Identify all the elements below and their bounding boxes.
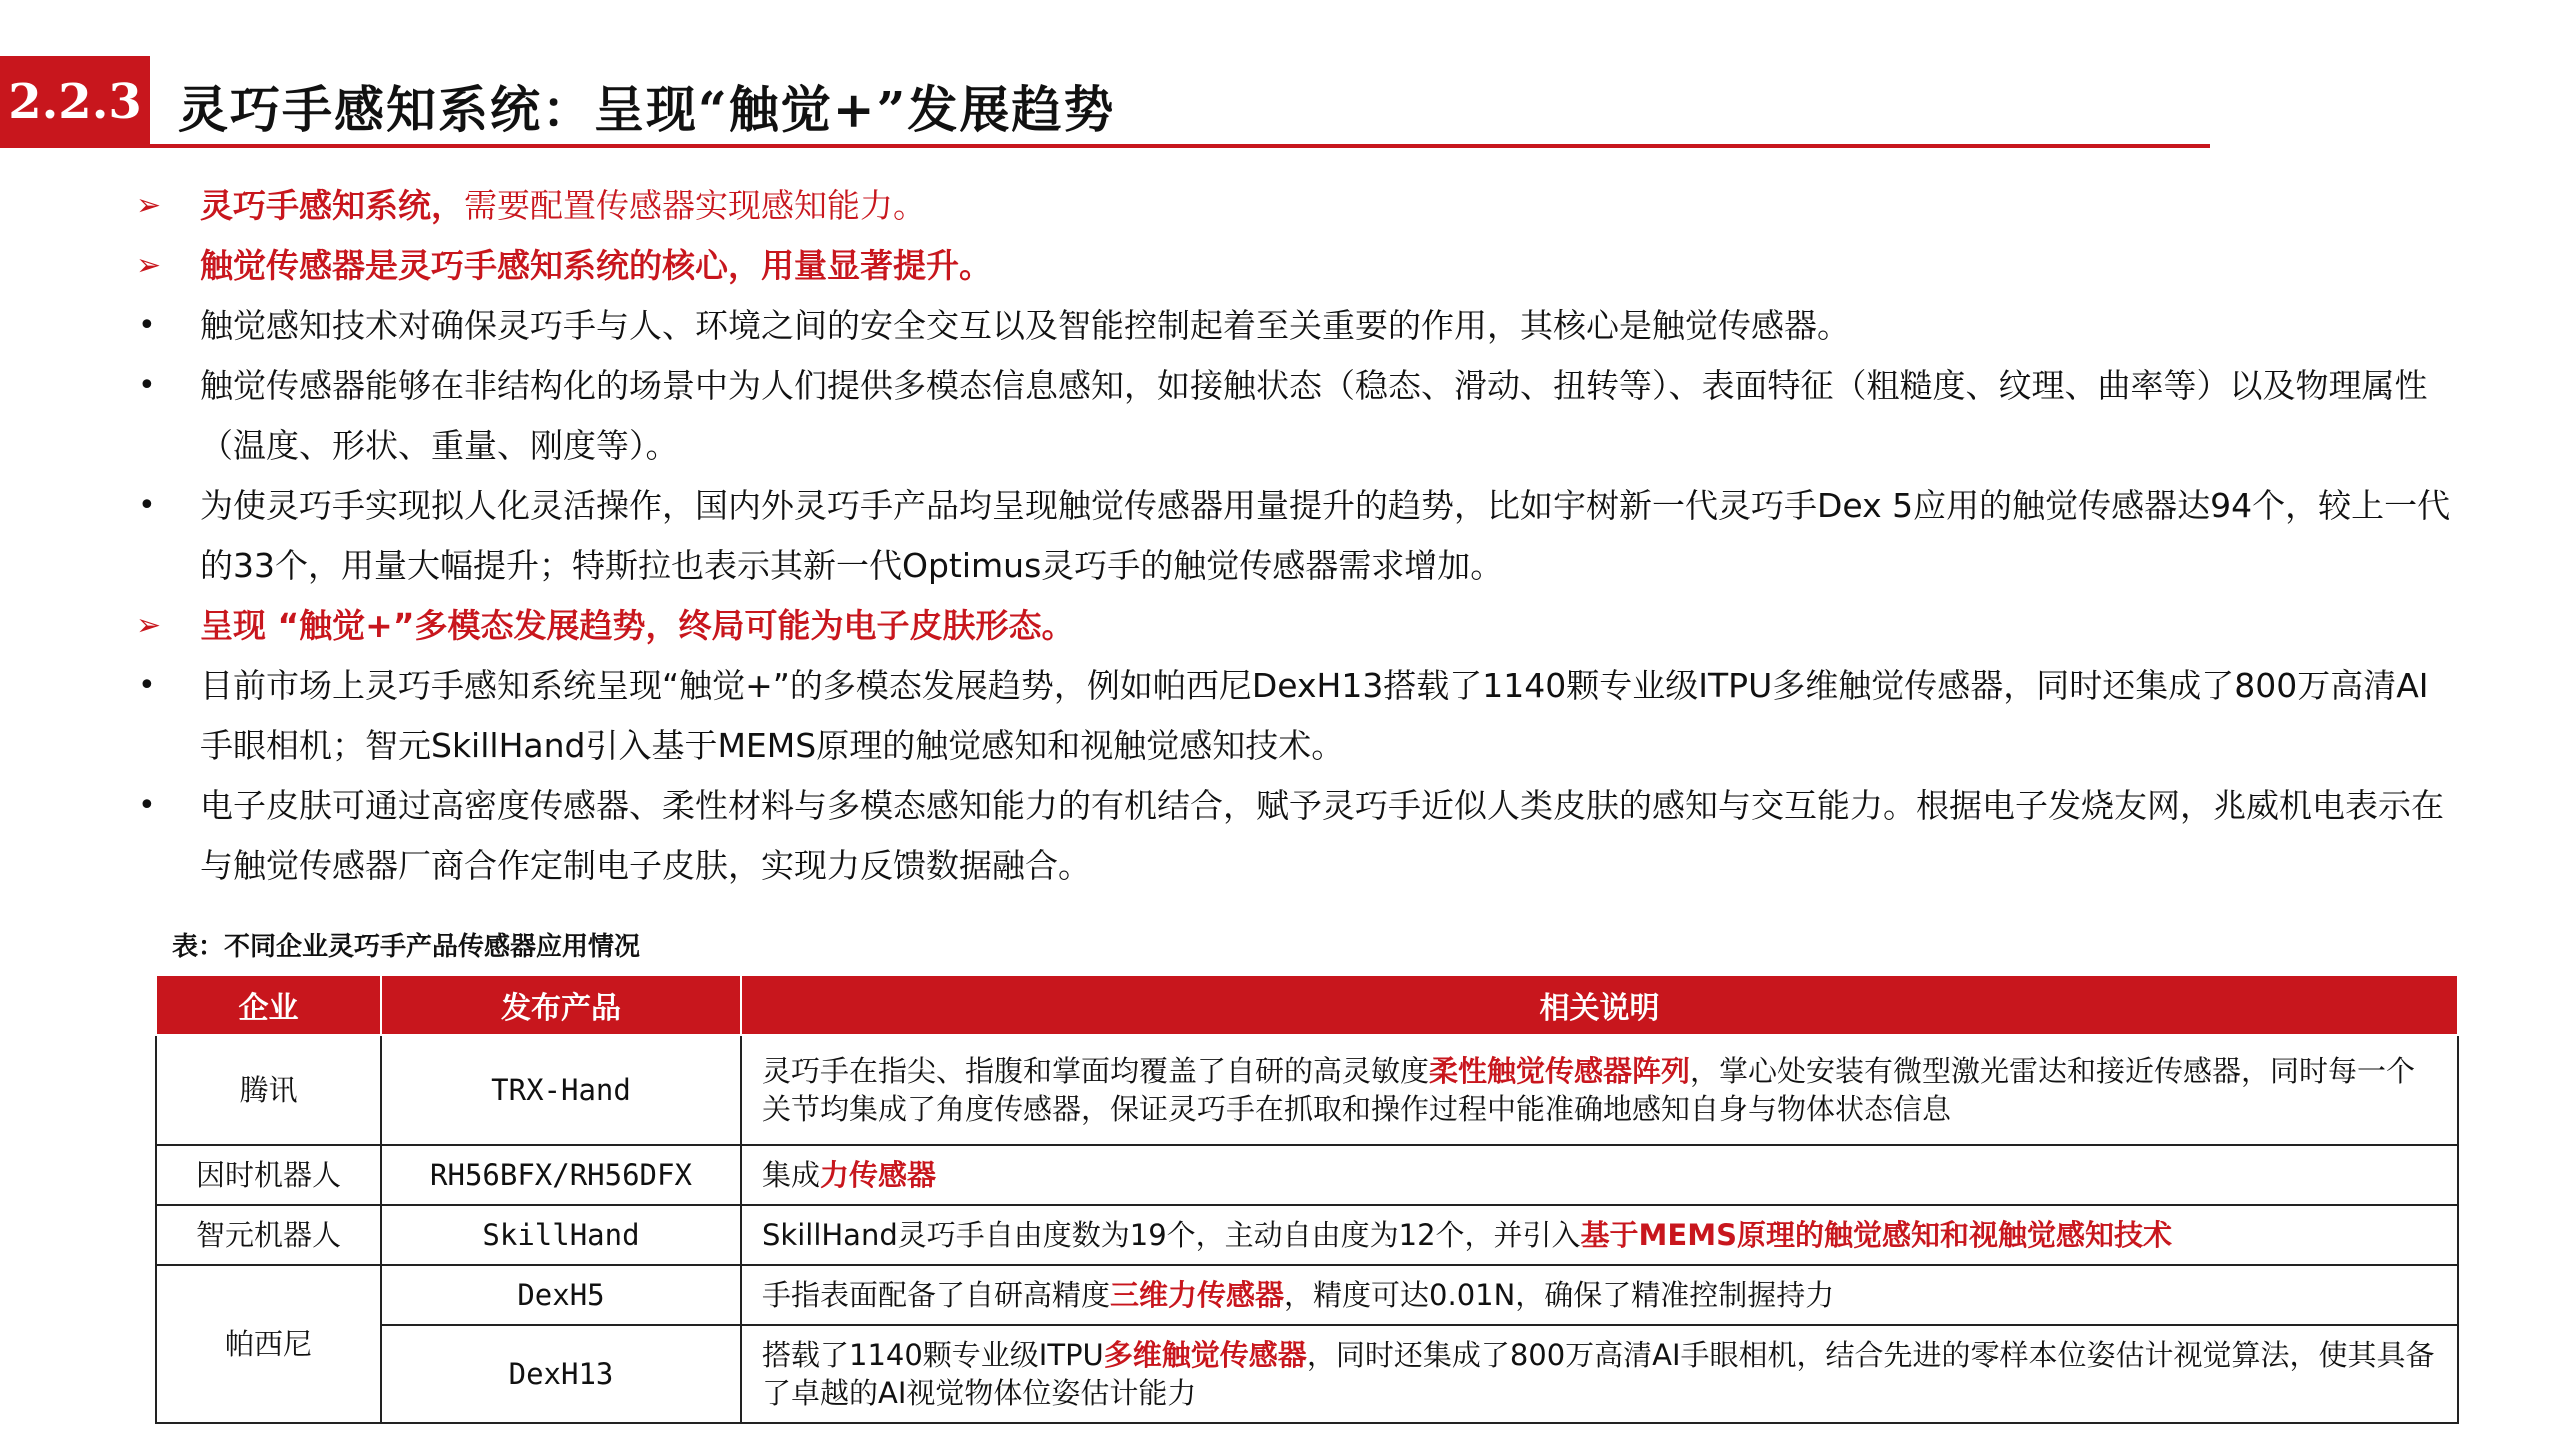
bullet-item [130,596,2460,656]
cell-company: 帕西尼 [156,1265,381,1423]
bullet-item [130,656,2460,776]
desc-text: 手指表面配备了自研高精度 [762,1278,1111,1312]
bullet-bold-text: 灵巧手感知系统， [200,186,464,225]
header-product: 发布产品 [381,975,741,1035]
table-row [156,1265,2458,1325]
desc-text: 灵巧手在指尖、指腹和掌面均覆盖了自研的高灵敏度 [762,1054,1430,1088]
bullet-text: 为使灵巧手实现拟人化灵活操作，国内外灵巧手产品均呈现触觉传感器用量提升的趋势，比如宇树新一代灵巧手Dex 5应用的触觉传感器达94个，较上一代的33个，用量大幅提升；特斯拉也表示其新一代Optimus灵巧手的触觉传感器需求增加。 [200,486,2451,585]
bullet-item [130,236,2460,296]
cell-description [741,1205,2458,1265]
dot-bullet-icon: • [138,668,156,703]
table-header-row [156,975,2458,1035]
dot-bullet-icon: • [138,308,156,343]
header-divider [150,144,2210,148]
dot-bullet-icon: • [138,788,156,823]
arrow-bullet-icon: ➢ [136,248,162,283]
desc-text: 搭载了1140颗专业级ITPU [762,1338,1104,1372]
bullet-item [130,776,2460,896]
desc-text: ，同时还集成了800万高清AI手眼相机，结合先进的零样本位姿估计视觉算法，使其具备了卓越的AI视觉物体位姿估计能力 [762,1338,2435,1410]
sensor-table [155,974,2459,1424]
cell-product: SkillHand [381,1205,741,1265]
table-row [156,1145,2458,1205]
header-description: 相关说明 [741,975,2458,1035]
cell-company: 因时机器人 [156,1145,381,1205]
arrow-bullet-icon: ➢ [136,608,162,643]
desc-highlight: 柔性触觉传感器阵列 [1429,1054,1691,1088]
bullet-item [130,296,2460,356]
bullet-text: 触觉感知技术对确保灵巧手与人、环境之间的安全交互以及智能控制起着至关重要的作用，其核心是触觉传感器。 [200,306,1850,345]
cell-product: DexH5 [381,1265,741,1325]
bullet-bold-text: 呈现 “触觉+”多模态发展趋势，终局可能为电子皮肤形态。 [200,606,1075,645]
cell-product: DexH13 [381,1325,741,1423]
bullet-normal-text: 需要配置传感器实现感知能力。 [464,186,926,225]
dot-bullet-icon: • [138,488,156,523]
table-row [156,1205,2458,1265]
arrow-bullet-icon: ➢ [136,188,162,223]
cell-description [741,1265,2458,1325]
section-number: 2.2.3 [0,56,150,148]
desc-text: SkillHand灵巧手自由度数为19个，主动自由度为12个，并引入 [762,1218,1581,1252]
bullet-bold-text: 触觉传感器是灵巧手感知系统的核心，用量显著提升。 [200,246,992,285]
desc-highlight: 三维力传感器 [1110,1278,1285,1312]
dot-bullet-icon: • [138,368,156,403]
desc-text: ，掌心处安装有微型激光雷达和接近传感器，同时每一个关节均集成了角度传感器，保证灵巧手在抓取和操作过程中能准确地感知自身与物体状态信息 [762,1054,2416,1126]
desc-text: ，精度可达0.01N，确保了精准控制握持力 [1284,1278,1835,1312]
bullet-text: 目前市场上灵巧手感知系统呈现“触觉+”的多模态发展趋势，例如帕西尼DexH13搭载了1140颗专业级ITPU多维触觉传感器，同时还集成了800万高清AI手眼相机；智元SkillHand引入基于MEMS原理的触觉感知和视触觉感知技术。 [200,666,2429,765]
cell-company: 腾讯 [156,1035,381,1145]
cell-description [741,1325,2458,1423]
cell-company: 智元机器人 [156,1205,381,1265]
page-title: 灵巧手感知系统：呈现“触觉+”发展趋势 [178,80,1116,139]
bullet-item [130,476,2460,596]
bullet-item [130,176,2460,236]
bullet-text: 电子皮肤可通过高密度传感器、柔性材料与多模态感知能力的有机结合，赋予灵巧手近似人类皮肤的感知与交互能力。根据电子发烧友网，兆威机电表示在与触觉传感器厂商合作定制电子皮肤，实现力反馈数据融合。 [200,786,2444,885]
table-caption: 表：不同企业灵巧手产品传感器应用情况 [172,932,641,962]
bullet-list [130,176,2460,896]
desc-text: 集成 [762,1158,821,1192]
desc-highlight: 力传感器 [820,1158,937,1192]
desc-highlight: 基于MEMS原理的触觉感知和视触觉感知技术 [1580,1218,2172,1252]
cell-product: TRX-Hand [381,1035,741,1145]
cell-product: RH56BFX/RH56DFX [381,1145,741,1205]
cell-description [741,1145,2458,1205]
table-row [156,1325,2458,1423]
table-row [156,1035,2458,1145]
bullet-text: 触觉传感器能够在非结构化的场景中为人们提供多模态信息感知，如接触状态（稳态、滑动、扭转等）、表面特征（粗糙度、纹理、曲率等）以及物理属性（温度、形状、重量、刚度等）。 [200,366,2428,465]
desc-highlight: 多维触觉传感器 [1103,1338,1307,1372]
cell-description [741,1035,2458,1145]
bullet-item [130,356,2460,476]
header-company: 企业 [156,975,381,1035]
